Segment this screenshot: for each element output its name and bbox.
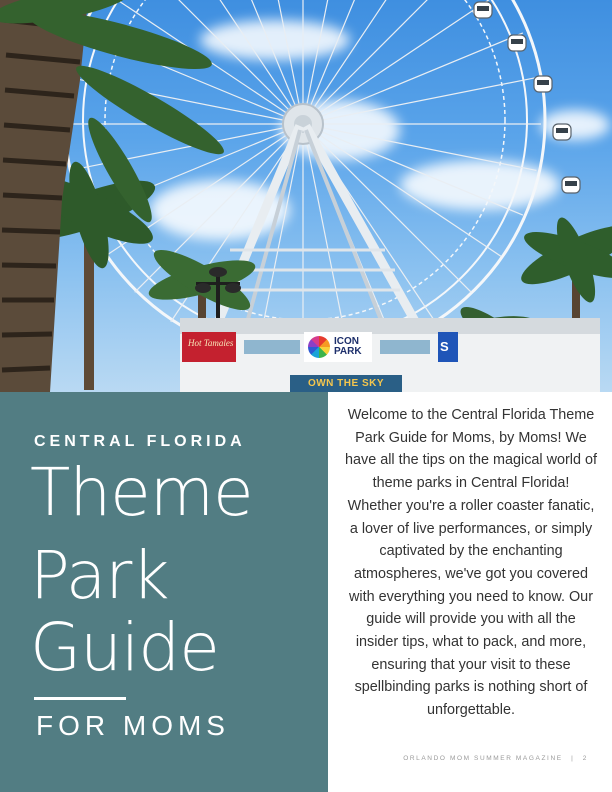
cover-title-line-3: Guide [30,609,219,686]
cover-title-line-2: Park [30,537,169,614]
footer-publication: ORLANDO MOM SUMMER MAGAZINE [403,755,563,762]
blue-sign: S [438,332,458,362]
icon-park-building [180,318,600,392]
page-number: 2 [582,755,588,762]
icon-park-logo: ICON PARK [304,332,372,362]
page-footer [388,755,588,762]
cover-subtitle: FOR MOMS [36,710,230,741]
hero-photo [0,0,612,392]
title-divider [34,697,126,700]
cover-title-line-1: Theme [30,454,253,531]
restaurant-sign: Hot Tamales [182,332,236,362]
footer-separator: | [571,755,575,762]
own-the-sky-banner: OWN THE SKY [290,375,402,392]
cover-kicker: CENTRAL FLORIDA [34,433,246,450]
icon-park-wheel-icon [308,336,330,358]
intro-paragraph: Welcome to the Central Florida Theme Park Guide for Moms, by Moms! We have all the tips on the magical world of theme parks in Central Florida! Whether you're a roller coaster fanatic, a lover of live performances, or simply captivated by the enchanting atmospheres, we've got you covered with everything you need to know. Our guide will provide you with all the insider tips, what to pack, and more, ensuring that your visit to these spellbinding parks is nothing short of unforgettable. [345,407,597,719]
